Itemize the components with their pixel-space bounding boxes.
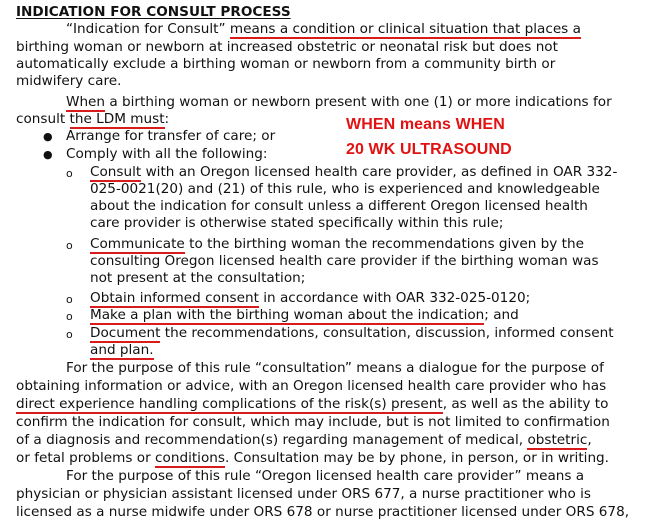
underlined-phrase: the LDM must [69, 111, 165, 127]
paragraph-text: a birthing woman or newborn present with one (1) or more indications for [109, 94, 612, 110]
paragraph-text: or fetal problems or [16, 450, 151, 466]
sub-bullet-icon: o [66, 310, 73, 323]
sub-bullet-icon: o [66, 167, 73, 180]
underlined-word: conditions [155, 450, 225, 466]
bullet-icon: ● [43, 130, 53, 143]
underlined-phrase: means a condition or clinical situation that places a [229, 21, 581, 37]
paragraph-line: midwifery care. [16, 73, 122, 89]
section-heading: INDICATION FOR CONSULT PROCESS [16, 4, 291, 20]
paragraph-line: birthing woman or newborn at increased obstetric or neonatal risk but does not [16, 39, 558, 55]
sub-item-line [90, 290, 530, 307]
paragraph-line: confirm the indication for consult, which may include, but is not limited to confirmation [16, 414, 610, 430]
sub-item-line [90, 325, 614, 342]
underlined-phrase: direct experience handling complications of the risk(s) present [16, 396, 443, 412]
sub-item-line: 025-0021(20) and (21) of this rule, who is experienced and knowledgeable [90, 181, 600, 197]
paragraph-line [16, 396, 608, 413]
sub-item-text: ; and [484, 307, 519, 323]
paragraph-text: consult [16, 111, 66, 127]
handwritten-note: 20 WK ULTRASOUND [346, 141, 512, 158]
sub-item-line [90, 342, 154, 359]
sub-item-line: about the indication for consult unless a different Oregon licensed health [90, 198, 588, 214]
defined-term: “Indication for Consult” [66, 21, 226, 37]
underlined-word: Consult [90, 164, 142, 180]
sub-item-text: with an Oregon licensed health care provider, as defined in OAR 332- [145, 164, 618, 180]
sub-bullet-icon: o [66, 328, 73, 341]
sub-item-text: the recommendations, consultation, discussion, informed consent [164, 325, 614, 341]
paragraph-line: obtaining information or advice, with an Oregon licensed health care provider who has [16, 378, 607, 394]
underlined-word: Communicate [90, 236, 185, 252]
paragraph-line: licensed as a nurse midwife under ORS 678 or nurse practitioner licensed under ORS 678, [16, 504, 630, 520]
punctuation: : [164, 111, 170, 127]
sub-item-line [90, 164, 617, 181]
sub-bullet-icon: o [66, 293, 73, 306]
sub-item-line [90, 236, 584, 253]
paragraph-definition-line [66, 21, 581, 38]
sub-item-text: to the birthing woman the recommendations given by the [189, 236, 584, 252]
underlined-word: Document [90, 325, 161, 341]
sub-bullet-icon: o [66, 239, 73, 252]
underlined-word: obstetric [527, 432, 588, 448]
paragraph-line [16, 111, 169, 128]
bullet-item: Arrange for transfer of care; or [66, 128, 276, 144]
sub-item-text: in accordance with OAR 332-025-0120; [263, 290, 531, 306]
sub-item-line: care provider is otherwise stated specifically within this rule; [90, 215, 504, 231]
paragraph-text: of a diagnosis and recommendation(s) regarding management of medical, [16, 432, 524, 448]
sub-item-line [90, 307, 519, 324]
paragraph-line: automatically exclude a birthing woman or newborn from a community birth or [16, 56, 556, 72]
paragraph-line [66, 94, 612, 111]
paragraph-line: For the purpose of this rule “Oregon licensed health care provider” means a [66, 468, 585, 484]
punctuation: , [587, 432, 592, 448]
paragraph-line [16, 432, 592, 449]
handwritten-note: WHEN means WHEN [346, 116, 505, 133]
underlined-phrase: Obtain informed consent [90, 290, 259, 306]
underlined-phrase: Make a plan with the birthing woman about the indication [90, 307, 485, 323]
paragraph-line: physician or physician assistant licensed under ORS 677, a nurse practitioner who is [16, 486, 591, 502]
paragraph-line: For the purpose of this rule “consultation” means a dialogue for the purpose of [66, 360, 604, 376]
sub-item-line: not present at the consultation; [90, 270, 306, 286]
bullet-item: Comply with all the following: [66, 146, 268, 162]
underlined-phrase: and plan. [90, 342, 154, 358]
paragraph-text: . Consultation may be by phone, in person, or in writing. [224, 450, 610, 466]
paragraph-line [16, 450, 609, 467]
underlined-word: When [66, 94, 106, 110]
sub-item-line: consulting Oregon licensed health care provider if the birthing woman was [90, 253, 599, 269]
paragraph-text: , as well as the ability to [442, 396, 609, 412]
bullet-icon: ● [43, 148, 53, 161]
